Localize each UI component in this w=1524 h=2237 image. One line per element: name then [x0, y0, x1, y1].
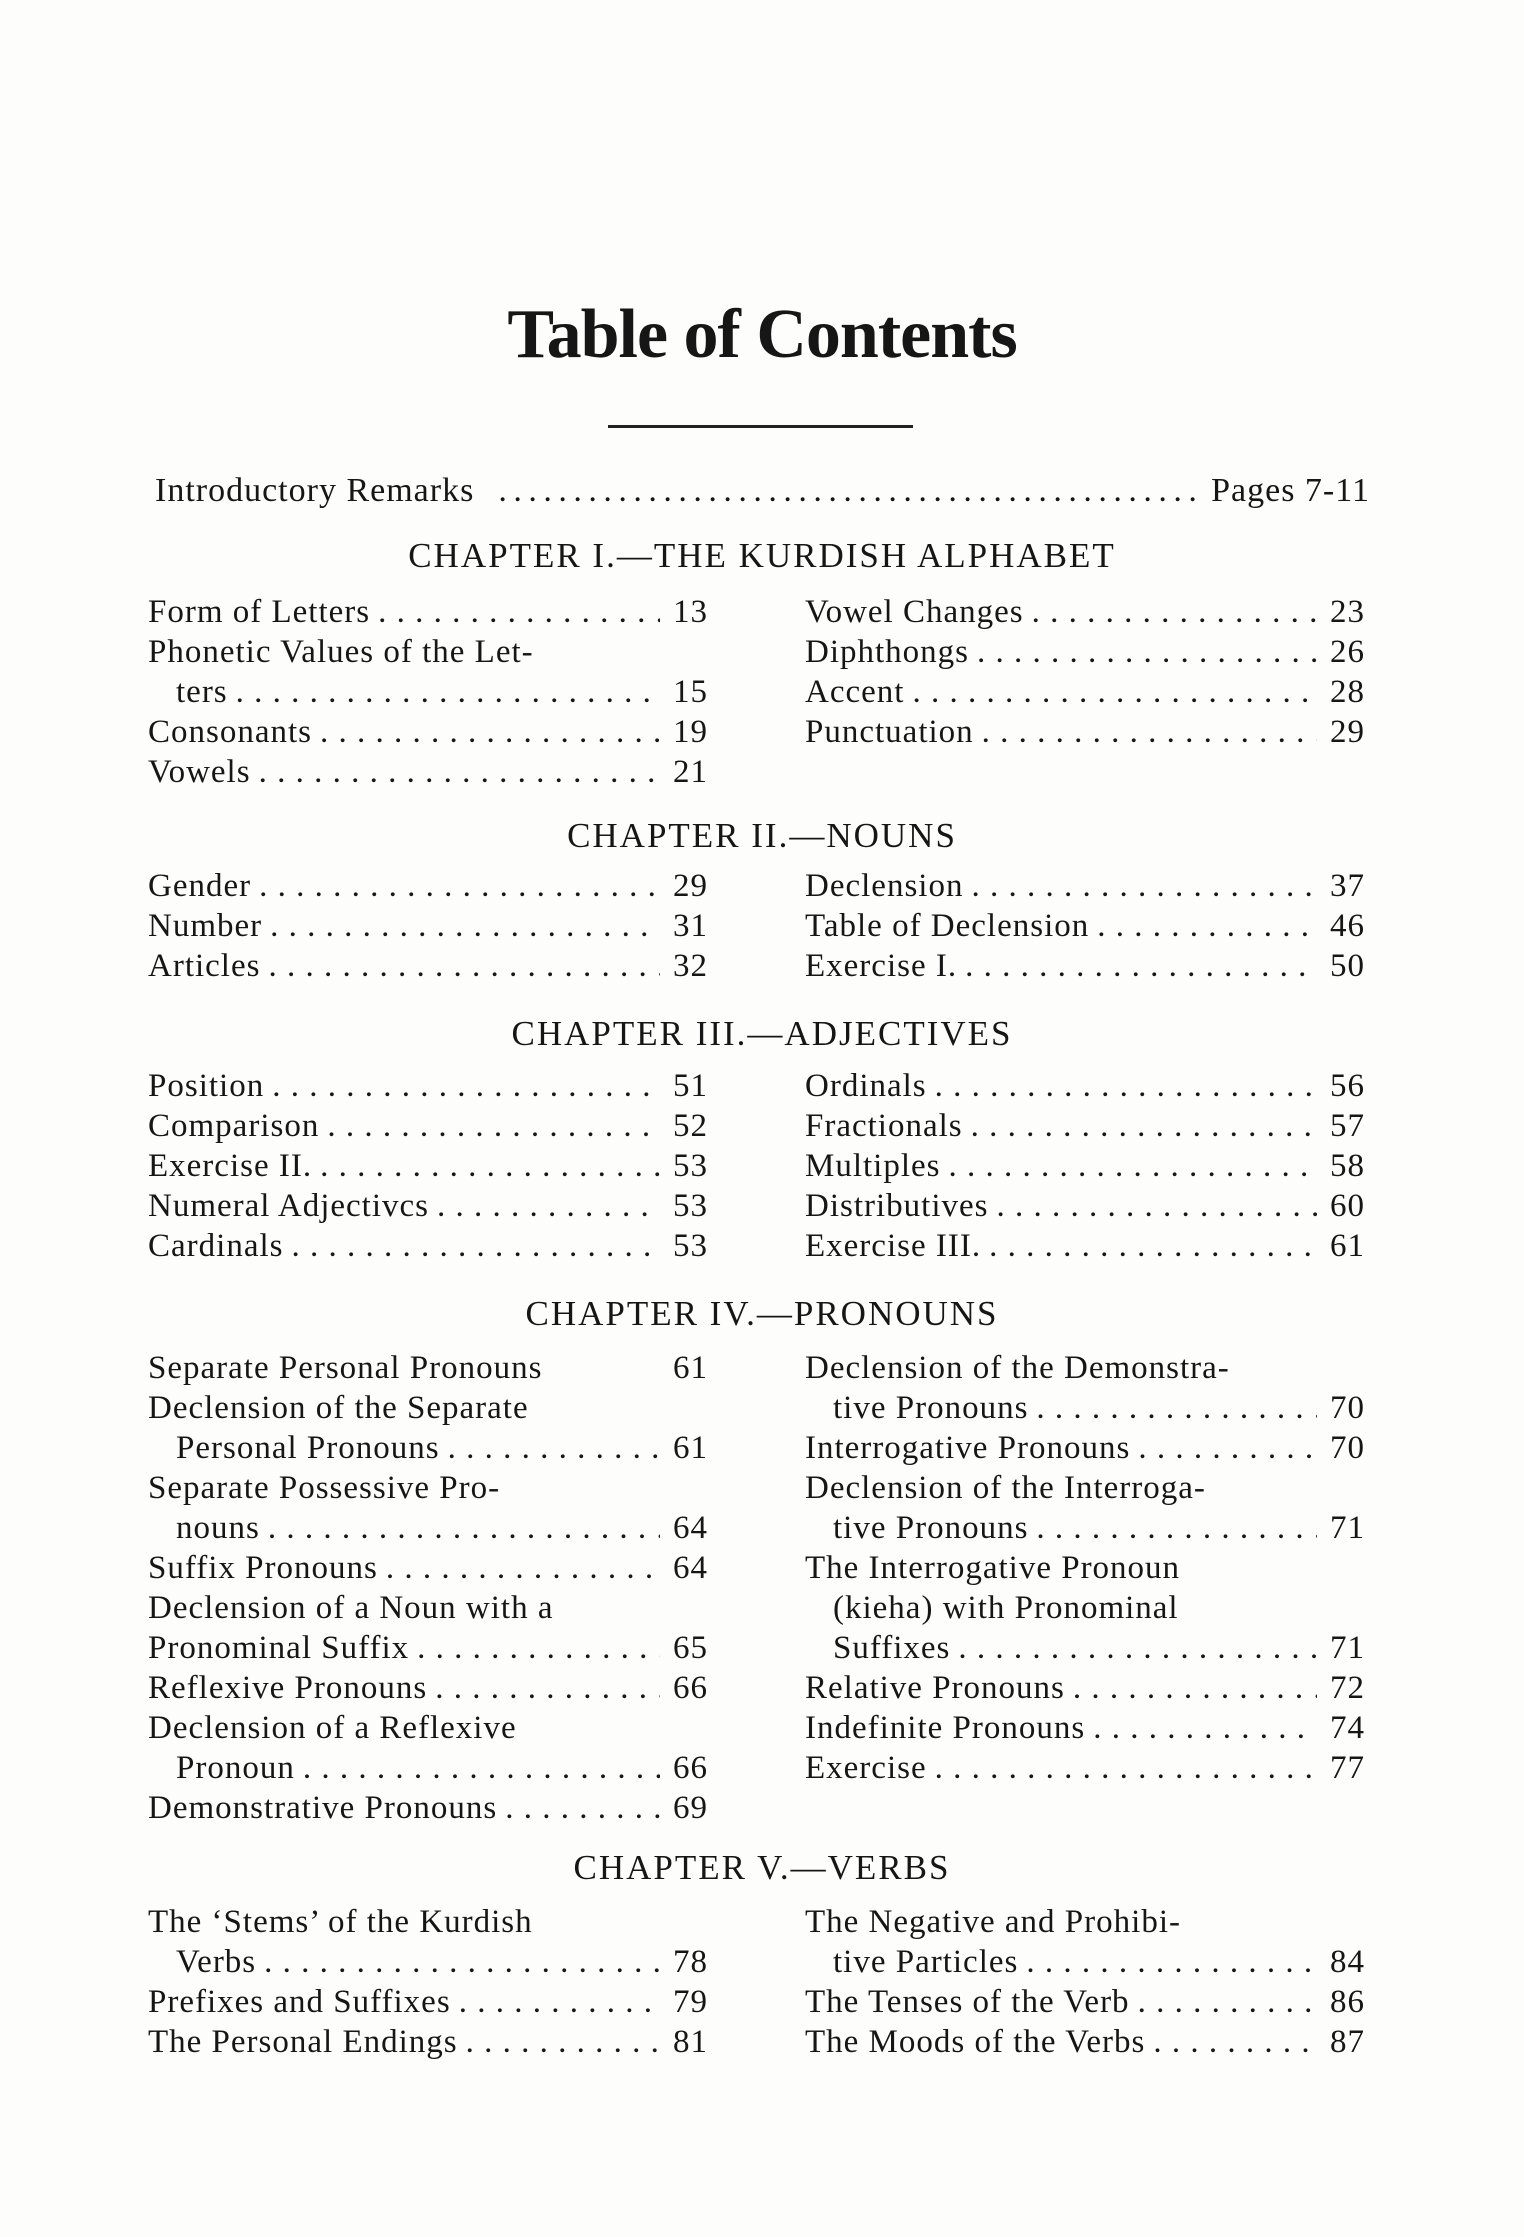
- entry-title: Ordinals: [805, 1068, 927, 1104]
- entry-title: Diphthongs: [805, 634, 970, 670]
- dot-leader: [1032, 592, 1317, 632]
- entry-title: Pronoun: [176, 1750, 295, 1786]
- entry-page: 26: [1330, 634, 1365, 670]
- entry-page: 74: [1330, 1710, 1365, 1746]
- right-column: [805, 592, 1365, 752]
- toc-entry: [148, 1548, 708, 1588]
- toc-entry: [805, 1226, 1365, 1266]
- entry-page: 65: [673, 1630, 708, 1666]
- toc-entry: [148, 1348, 708, 1388]
- dot-leader: [386, 1548, 660, 1588]
- toc-entry: [148, 1902, 708, 1942]
- toc-entry: [148, 672, 708, 712]
- entry-title: Exercise III.: [805, 1228, 982, 1264]
- dot-leader: [1153, 2022, 1317, 2062]
- entry-title: Declension of the Separate: [148, 1390, 529, 1426]
- entry-title: Distributives: [805, 1188, 989, 1224]
- dot-leader: [378, 592, 660, 632]
- entry-title: Prefixes and Suffixes: [148, 1984, 451, 2020]
- entry-page: 13: [673, 594, 708, 630]
- toc-entry: [805, 2022, 1365, 2062]
- entry-page: 86: [1330, 1984, 1365, 2020]
- left-column: [148, 592, 708, 792]
- dot-leader: [264, 1942, 660, 1982]
- entry-title: Declension of a Noun with a: [148, 1590, 554, 1626]
- toc-entry: [805, 632, 1365, 672]
- toc-entry: [805, 1548, 1365, 1588]
- dot-leader: [1073, 1668, 1317, 1708]
- toc-entry: [148, 1628, 708, 1668]
- toc-entry: [148, 752, 708, 792]
- entry-page: 46: [1330, 908, 1365, 944]
- chapter-heading: CHAPTER IV.—PRONOUNS: [525, 1294, 999, 1333]
- entry-title: Demonstrative Pronouns: [148, 1790, 498, 1826]
- entry-title: Phonetic Values of the Let-: [148, 634, 534, 670]
- dot-leader: [958, 1628, 1317, 1668]
- toc-entry: [148, 1788, 708, 1828]
- dot-leader: [982, 712, 1317, 752]
- toc-entry: [805, 1106, 1365, 1146]
- dot-leader: [448, 1428, 660, 1468]
- right-column: [805, 1066, 1365, 1266]
- entry-title: Table of Declension: [805, 908, 1090, 944]
- entry-title: Comparison: [148, 1108, 320, 1144]
- toc-entry: [805, 1146, 1365, 1186]
- entry-page: 70: [1330, 1430, 1365, 1466]
- dot-leader: [1026, 1942, 1317, 1982]
- entry-page: 23: [1330, 594, 1365, 630]
- entry-page: 64: [673, 1510, 708, 1546]
- entry-title: The ‘Stems’ of the Kurdish: [148, 1904, 533, 1940]
- entry-title: tive Pronouns: [833, 1390, 1029, 1426]
- entry-title: Pronominal Suffix: [148, 1630, 410, 1666]
- entry-page: 58: [1330, 1148, 1365, 1184]
- toc-entry: [805, 866, 1365, 906]
- entry-page: 60: [1330, 1188, 1365, 1224]
- toc-entry: [805, 1186, 1365, 1226]
- dot-leader: [437, 1186, 660, 1226]
- dot-leader: [971, 866, 1317, 906]
- entry-page: 61: [1330, 1228, 1365, 1264]
- entry-title: Separate Possessive Pro-: [148, 1470, 501, 1506]
- toc-entry: [148, 1388, 708, 1428]
- dot-leader: [505, 1788, 660, 1828]
- page-title: Table of Contents: [507, 296, 1017, 373]
- entry-title: Vowels: [148, 754, 251, 790]
- toc-entry: [148, 1226, 708, 1266]
- entry-page: 78: [673, 1944, 708, 1980]
- toc-entry: [148, 1106, 708, 1146]
- entry-page: 53: [673, 1228, 708, 1264]
- toc-entry: [148, 946, 708, 986]
- entry-title: Suffixes: [833, 1630, 951, 1666]
- entry-title: Personal Pronouns: [176, 1430, 440, 1466]
- entry-page: 70: [1330, 1390, 1365, 1426]
- dot-leader: [971, 1106, 1317, 1146]
- toc-entry: [148, 1146, 708, 1186]
- dot-leader: [997, 1186, 1318, 1226]
- entry-title: Gender: [148, 868, 252, 904]
- entry-page: 66: [673, 1670, 708, 1706]
- entry-page: 19: [673, 714, 708, 750]
- dot-leader: [268, 946, 660, 986]
- entry-page: 61: [673, 1350, 708, 1386]
- dot-leader: [272, 1066, 660, 1106]
- entry-title: nouns: [176, 1510, 260, 1546]
- entry-title: Suffix Pronouns: [148, 1550, 378, 1586]
- entry-title: Declension of the Interroga-: [805, 1470, 1206, 1506]
- entry-page: 29: [673, 868, 708, 904]
- dot-leader: [303, 1748, 660, 1788]
- toc-entry: [148, 712, 708, 752]
- dot-leader: [498, 472, 1205, 510]
- entry-title: Cardinals: [148, 1228, 284, 1264]
- entry-title: Articles: [148, 948, 261, 984]
- dot-leader: [270, 906, 660, 946]
- entry-page: 21: [673, 754, 708, 790]
- chapter-heading: CHAPTER I.—THE KURDISH ALPHABET: [408, 536, 1116, 575]
- toc-entry: [805, 1066, 1365, 1106]
- toc-entry: [805, 712, 1365, 752]
- entry-page: 77: [1330, 1750, 1365, 1786]
- intro-entry: [155, 472, 1370, 510]
- entry-title: Form of Letters: [148, 594, 371, 630]
- entry-title: tive Pronouns: [833, 1510, 1029, 1546]
- chapter-heading: CHAPTER II.—NOUNS: [567, 816, 957, 855]
- toc-entry: [148, 866, 708, 906]
- chapter-heading: CHAPTER V.—VERBS: [573, 1848, 951, 1887]
- entry-page: 53: [673, 1148, 708, 1184]
- entry-page: 56: [1330, 1068, 1365, 1104]
- entry-title: Numeral Adjectivcs: [148, 1188, 430, 1224]
- entry-title: Verbs: [176, 1944, 257, 1980]
- dot-leader: [259, 752, 660, 792]
- toc-entry: [805, 1982, 1365, 2022]
- entry-page: 61: [673, 1430, 708, 1466]
- dot-leader: [912, 672, 1317, 712]
- entry-page: 50: [1330, 948, 1365, 984]
- dot-leader: [989, 1226, 1317, 1266]
- toc-entry: [148, 906, 708, 946]
- toc-entry: [805, 1508, 1365, 1548]
- dot-leader: [1138, 1428, 1317, 1468]
- entry-page: 71: [1330, 1630, 1365, 1666]
- dot-leader: [935, 1066, 1317, 1106]
- entry-title: Vowel Changes: [805, 594, 1024, 630]
- entry-page: 69: [673, 1790, 708, 1826]
- entry-title: The Moods of the Verbs: [805, 2024, 1146, 2060]
- entry-title: Relative Pronouns: [805, 1670, 1065, 1706]
- entry-title: Punctuation: [805, 714, 974, 750]
- entry-title: Interrogative Pronouns: [805, 1430, 1131, 1466]
- toc-entry: [148, 1508, 708, 1548]
- entry-title: Exercise II.: [148, 1148, 313, 1184]
- entry-title: Separate Personal Pronouns: [148, 1350, 543, 1386]
- dot-leader: [291, 1226, 660, 1266]
- chapter-heading: CHAPTER III.—ADJECTIVES: [511, 1014, 1013, 1053]
- dot-leader: [236, 672, 660, 712]
- entry-page: 66: [673, 1750, 708, 1786]
- toc-entry: [148, 1186, 708, 1226]
- left-column: [148, 866, 708, 986]
- entry-title: Number: [148, 908, 263, 944]
- dot-leader: [417, 1628, 660, 1668]
- entry-page: 53: [673, 1188, 708, 1224]
- entry-page: 87: [1330, 2024, 1365, 2060]
- toc-entry: [805, 1748, 1365, 1788]
- toc-entry: [805, 1428, 1365, 1468]
- toc-entry: [148, 1066, 708, 1106]
- entry-title: Reflexive Pronouns: [148, 1670, 428, 1706]
- dot-leader: [320, 712, 660, 752]
- entry-title: Position: [148, 1068, 265, 1104]
- dot-leader: [1097, 906, 1317, 946]
- intro-label: Introductory Remarks: [155, 472, 475, 509]
- dot-leader: [1093, 1708, 1317, 1748]
- entry-page: 71: [1330, 1510, 1365, 1546]
- entry-page: 79: [673, 1984, 708, 2020]
- toc-entry: [148, 1982, 708, 2022]
- entry-title: Accent: [805, 674, 905, 710]
- toc-entry: [148, 2022, 708, 2062]
- entry-page: 51: [673, 1068, 708, 1104]
- intro-pages: Pages 7-11: [1211, 472, 1370, 509]
- entry-page: 84: [1330, 1944, 1365, 1980]
- dot-leader: [1138, 1982, 1317, 2022]
- entry-page: 72: [1330, 1670, 1365, 1706]
- dot-leader: [327, 1106, 660, 1146]
- dot-leader: [935, 1748, 1317, 1788]
- entry-page: 81: [673, 2024, 708, 2060]
- entry-page: 52: [673, 1108, 708, 1144]
- entry-title: Exercise I.: [805, 948, 958, 984]
- toc-entry: [148, 1588, 708, 1628]
- left-column: [148, 1348, 708, 1828]
- entry-title: Consonants: [148, 714, 313, 750]
- toc-entry: [148, 1942, 708, 1982]
- toc-entry: [805, 1348, 1365, 1388]
- dot-leader: [466, 2022, 660, 2062]
- entry-title: The Negative and Prohibi-: [805, 1904, 1181, 1940]
- entry-page: 29: [1330, 714, 1365, 750]
- toc-entry: [805, 1628, 1365, 1668]
- toc-entry: [148, 592, 708, 632]
- entry-title: Declension: [805, 868, 964, 904]
- entry-page: 28: [1330, 674, 1365, 710]
- entry-title: (kieha) with Pronominal: [833, 1590, 1179, 1626]
- toc-entry: [805, 906, 1365, 946]
- right-column: [805, 1902, 1365, 2062]
- toc-entry: [805, 1902, 1365, 1942]
- title-rule: [608, 425, 913, 428]
- toc-entry: [805, 946, 1365, 986]
- left-column: [148, 1066, 708, 1266]
- toc-entry: [805, 1668, 1365, 1708]
- toc-entry: [148, 1668, 708, 1708]
- entry-page: 37: [1330, 868, 1365, 904]
- entry-title: ters: [176, 674, 228, 710]
- entry-title: Fractionals: [805, 1108, 963, 1144]
- dot-leader: [459, 1982, 660, 2022]
- entry-title: The Tenses of the Verb: [805, 1984, 1130, 2020]
- toc-entry: [805, 672, 1365, 712]
- dot-leader: [320, 1146, 660, 1186]
- dot-leader: [1036, 1508, 1317, 1548]
- toc-entry: [805, 592, 1365, 632]
- dot-leader: [1036, 1388, 1317, 1428]
- entry-title: Indefinite Pronouns: [805, 1710, 1086, 1746]
- toc-entry: [148, 632, 708, 672]
- entry-page: 57: [1330, 1108, 1365, 1144]
- entry-title: The Personal Endings: [148, 2024, 458, 2060]
- toc-entry: [805, 1588, 1365, 1628]
- toc-entry: [805, 1942, 1365, 1982]
- toc-entry: [805, 1708, 1365, 1748]
- right-column: [805, 1348, 1365, 1788]
- toc-entry: [148, 1708, 708, 1748]
- entry-page: 32: [673, 948, 708, 984]
- entry-page: 15: [673, 674, 708, 710]
- dot-leader: [268, 1508, 660, 1548]
- dot-leader: [977, 632, 1317, 672]
- dot-leader: [965, 946, 1317, 986]
- left-column: [148, 1902, 708, 2062]
- toc-entry: [148, 1748, 708, 1788]
- entry-title: Declension of the Demonstra-: [805, 1350, 1230, 1386]
- right-column: [805, 866, 1365, 986]
- entry-page: 31: [673, 908, 708, 944]
- dot-leader: [259, 866, 660, 906]
- entry-title: Multiples: [805, 1148, 941, 1184]
- entry-title: Exercise: [805, 1750, 927, 1786]
- toc-entry: [148, 1428, 708, 1468]
- dot-leader: [435, 1668, 660, 1708]
- toc-entry: [805, 1388, 1365, 1428]
- toc-entry: [148, 1468, 708, 1508]
- toc-entry: [805, 1468, 1365, 1508]
- entry-page: 64: [673, 1550, 708, 1586]
- entry-title: The Interrogative Pronoun: [805, 1550, 1181, 1586]
- entry-title: Declension of a Reflexive: [148, 1710, 517, 1746]
- entry-title: tive Particles: [833, 1944, 1019, 1980]
- dot-leader: [949, 1146, 1317, 1186]
